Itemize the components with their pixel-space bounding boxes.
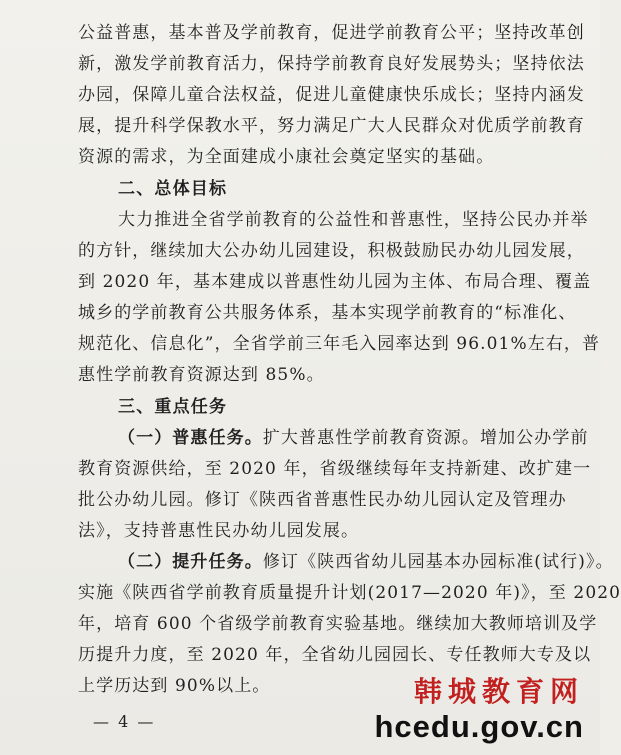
watermark-site-name: 韩城教育网 <box>413 676 584 707</box>
text-line: 惠性学前教育资源达到 85%。 <box>78 365 325 385</box>
text-line: 资源的需求，为全面建成小康社会奠定坚实的基础。 <box>78 147 495 167</box>
text-line: 年，培育 600 个省级学前教育实验基地。继续加大教师培训及学 <box>78 614 598 634</box>
text-line: 法》，支持普惠性民办幼儿园发展。 <box>78 521 360 541</box>
task-inclusive-label: （一）普惠任务。 <box>118 428 263 448</box>
watermark-site-url: hcedu.gov.cn <box>374 709 584 744</box>
text-line: 上学历达到 90%以上。 <box>78 676 271 696</box>
text-line: 教育资源供给，至 2020 年，省级继续每年支持新建、改扩建一 <box>78 459 592 479</box>
text-line: 到 2020 年，基本建成以普惠性幼儿园为主体、布局合理、覆盖 <box>78 272 592 292</box>
page-number: — 4 — <box>93 712 156 731</box>
text-line <box>78 423 589 454</box>
intro-paragraph <box>78 18 585 173</box>
text-line: 大力推进全省学前教育的公益性和普惠性，坚持公民办并举 <box>118 210 589 230</box>
text-line <box>78 547 614 578</box>
text-line: 公益普惠，基本普及学前教育，促进学前教育公平；坚持改革创 <box>78 23 585 43</box>
site-watermark <box>374 675 584 745</box>
text-line: 新，激发学前教育活力，保持学前教育良好发展势头；坚持依法 <box>78 54 585 74</box>
text-line: 实施《陕西省学前教育质量提升计划(2017—2020 年)》，至 2020 <box>78 583 621 603</box>
task-improvement-label: （二）提升任务。 <box>118 552 263 572</box>
section-heading-key-tasks: 三、重点任务 <box>118 397 228 417</box>
text-line: 规范化、信息化”，全省学前三年毛入园率达到 96.01%左右，普 <box>78 334 601 354</box>
overall-goals-paragraph <box>78 205 601 391</box>
text-line: 展，提升科学保教水平，努力满足广大人民群众对优质学前教育 <box>78 116 585 136</box>
document-body <box>78 18 621 702</box>
section-heading-overall-goals: 二、总体目标 <box>118 179 228 199</box>
task-inclusive-text: 扩大普惠性学前教育资源。增加公办学前 <box>262 428 589 448</box>
text-line: 的方针，继续加大公办幼儿园建设，积极鼓励民办幼儿园发展， <box>78 241 585 261</box>
text-line: 批公办幼儿园。修订《陕西省普惠性民办幼儿园认定及管理办 <box>78 490 567 510</box>
task-inclusive-paragraph <box>78 423 592 547</box>
text-line: 办园，保障儿童合法权益，促进儿童健康快乐成长；坚持内涵发 <box>78 85 585 105</box>
text-line: 城乡的学前教育公共服务体系，基本实现学前教育的“标准化、 <box>78 303 577 323</box>
text-line: 历提升力度，至 2020 年，全省幼儿园园长、专任教师大专及以 <box>78 645 592 665</box>
task-improvement-text: 修订《陕西省幼儿园基本办园标准(试行)》。 <box>262 552 614 572</box>
